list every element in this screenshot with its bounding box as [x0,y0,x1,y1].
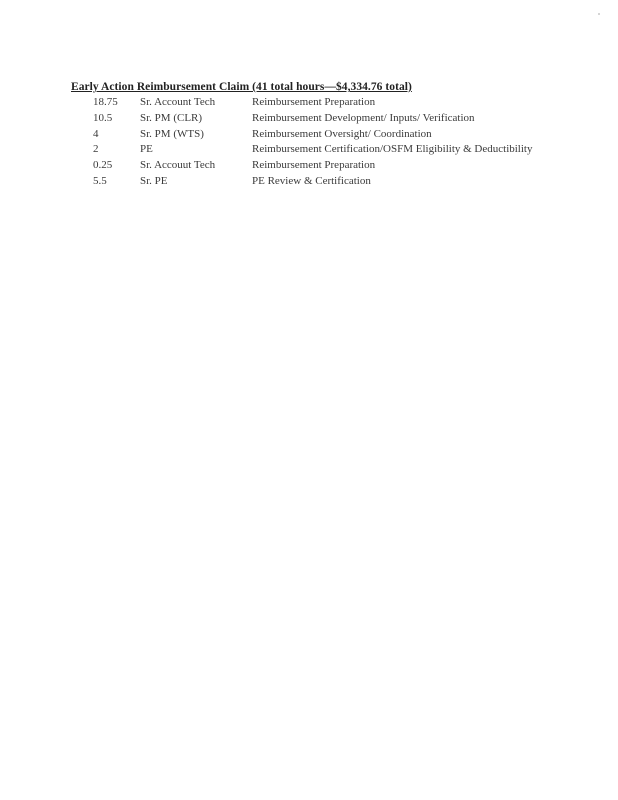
list-item [0,112,618,128]
hours-value: 2 [93,143,99,156]
list-item [0,96,618,112]
hours-value: 18.75 [93,96,118,108]
task-description: Reimbursement Preparation [252,159,376,172]
staff-title: Sr. Accouut Tech [140,159,216,172]
claim-heading: Early Action Reimbursement Claim (41 total hours—$4,334.76 total) [71,81,412,93]
hours-list [0,96,618,191]
task-description: Reimbursement Development/ Inputs/ Verification [252,111,475,124]
task-description: Reimbursement Oversight/ Coordination [252,127,432,140]
staff-title: Sr. Account Tech [140,96,216,108]
task-description: Reimbursement Certification/OSFM Eligibility & Deductibility [252,143,533,156]
list-item [0,159,618,175]
staff-title: Sr. PM (CLR) [140,111,203,124]
staff-title: PE [140,143,153,156]
hours-value: 10.5 [93,111,113,124]
task-description: PE Review & Certification [252,174,371,187]
task-description: Reimbursement Preparation [252,96,376,108]
hours-value: 4 [93,127,99,140]
hours-value: 5.5 [93,174,107,187]
list-item [0,143,618,159]
scan-speck [598,13,600,15]
list-item [0,175,618,191]
list-item [0,128,618,144]
staff-title: Sr. PM (WTS) [140,127,204,140]
staff-title: Sr. PE [140,174,168,187]
hours-value: 0.25 [93,159,113,172]
